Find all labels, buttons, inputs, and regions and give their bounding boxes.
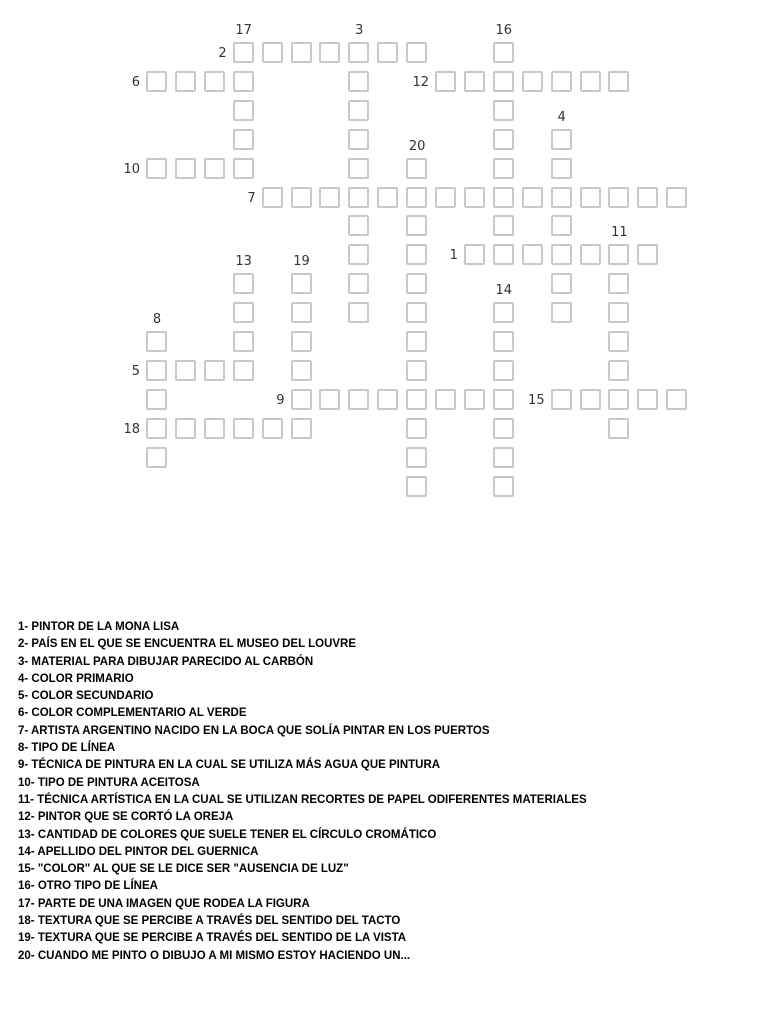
- crossword-cell[interactable]: [291, 187, 312, 208]
- crossword-cell[interactable]: [493, 244, 514, 265]
- crossword-cell[interactable]: [348, 302, 369, 323]
- crossword-cell[interactable]: [348, 42, 369, 63]
- crossword-cell[interactable]: [406, 447, 427, 468]
- crossword-cell[interactable]: [233, 331, 254, 352]
- crossword-cell[interactable]: [435, 71, 456, 92]
- clue-item: 6- COLOR COMPLEMENTARIO AL VERDE: [18, 707, 247, 720]
- crossword-cell[interactable]: [262, 42, 283, 63]
- clue-item: 3- MATERIAL PARA DIBUJAR PARECIDO AL CARBÓN: [18, 655, 314, 668]
- crossword-cell[interactable]: [146, 418, 167, 439]
- clue-item: 9- TÉCNICA DE PINTURA EN LA CUAL SE UTILIZA MÁS AGUA QUE PINTURA: [18, 759, 441, 772]
- clue-item: 10- TIPO DE PINTURA ACEITOSA: [18, 776, 200, 789]
- crossword-cell[interactable]: [608, 302, 629, 323]
- crossword-cell[interactable]: [464, 71, 485, 92]
- crossword-cell[interactable]: [493, 187, 514, 208]
- crossword-cell[interactable]: [348, 158, 369, 179]
- clue-item: 18- TEXTURA QUE SE PERCIBE A TRAVÉS DEL SENTIDO DEL TACTO: [18, 915, 401, 928]
- crossword-cell[interactable]: [291, 389, 312, 410]
- clue-item: 1- PINTOR DE LA MONA LISA: [18, 621, 180, 633]
- crossword-cell[interactable]: [406, 244, 427, 265]
- crossword-cell[interactable]: [493, 158, 514, 179]
- clue-number-5: 5: [131, 363, 140, 379]
- crossword-cell[interactable]: [204, 360, 225, 381]
- crossword-cell[interactable]: [146, 447, 167, 468]
- crossword-cell[interactable]: [608, 273, 629, 294]
- crossword-cell[interactable]: [146, 360, 167, 381]
- crossword-cell[interactable]: [551, 302, 572, 323]
- crossword-cell[interactable]: [464, 244, 485, 265]
- crossword-cell[interactable]: [319, 42, 340, 63]
- crossword-cell[interactable]: [233, 302, 254, 323]
- clue-item: 2- PAÍS EN EL QUE SE ENCUENTRA EL MUSEO DEL LOUVRE: [18, 638, 357, 651]
- crossword-cell[interactable]: [377, 389, 398, 410]
- clue-list: [18, 619, 758, 965]
- crossword-cell[interactable]: [608, 244, 629, 265]
- clue-number-19: 19: [293, 254, 310, 270]
- crossword-cell[interactable]: [406, 187, 427, 208]
- crossword-cell[interactable]: [464, 389, 485, 410]
- crossword-cell[interactable]: [233, 158, 254, 179]
- crossword-cell[interactable]: [348, 244, 369, 265]
- clue-item: 11- TÉCNICA ARTÍSTICA EN LA CUAL SE UTILIZAN RECORTES DE PAPEL ODIFERENTES MATERIALES: [18, 793, 587, 806]
- crossword-cell[interactable]: [493, 447, 514, 468]
- crossword-cell[interactable]: [493, 42, 514, 63]
- crossword-cell[interactable]: [551, 71, 572, 92]
- clue-item: 16- OTRO TIPO DE LÍNEA: [18, 880, 158, 893]
- crossword-cell[interactable]: [551, 187, 572, 208]
- crossword-cell[interactable]: [233, 418, 254, 439]
- crossword-cell[interactable]: [348, 129, 369, 150]
- crossword-cell[interactable]: [377, 42, 398, 63]
- crossword-cell[interactable]: [233, 273, 254, 294]
- crossword-cell[interactable]: [608, 331, 629, 352]
- crossword-cell[interactable]: [608, 71, 629, 92]
- crossword-cell[interactable]: [637, 187, 658, 208]
- clue-item: 4- COLOR PRIMARIO: [18, 672, 134, 685]
- crossword-cell[interactable]: [175, 158, 196, 179]
- clue-item: 8- TIPO DE LÍNEA: [18, 742, 116, 755]
- crossword-cell[interactable]: [580, 71, 601, 92]
- crossword-cell[interactable]: [348, 215, 369, 236]
- clue-number-9: 9: [276, 392, 285, 408]
- crossword-cell[interactable]: [262, 418, 283, 439]
- crossword-cell[interactable]: [406, 42, 427, 63]
- crossword-cell[interactable]: [522, 244, 543, 265]
- clue-number-15: 15: [528, 392, 545, 408]
- clue-item: 17- PARTE DE UNA IMAGEN QUE RODEA LA FIGURA: [18, 897, 310, 910]
- crossword-cell[interactable]: [493, 476, 514, 497]
- crossword-cell[interactable]: [666, 187, 687, 208]
- clue-number-10: 10: [123, 161, 140, 177]
- crossword-cell[interactable]: [406, 158, 427, 179]
- crossword-cell[interactable]: [348, 71, 369, 92]
- crossword-cell[interactable]: [637, 244, 658, 265]
- crossword-cell[interactable]: [551, 215, 572, 236]
- crossword-cell[interactable]: [204, 158, 225, 179]
- crossword-cell[interactable]: [608, 360, 629, 381]
- crossword-cell[interactable]: [493, 100, 514, 121]
- crossword-cell[interactable]: [493, 302, 514, 323]
- crossword-cell[interactable]: [493, 71, 514, 92]
- crossword-cell[interactable]: [406, 389, 427, 410]
- clue-number-1: 1: [449, 248, 458, 264]
- crossword-cell[interactable]: [493, 215, 514, 236]
- crossword-cell[interactable]: [406, 360, 427, 381]
- clue-item: 12- PINTOR QUE SE CORTÓ LA OREJA: [18, 811, 234, 824]
- crossword-cell[interactable]: [406, 476, 427, 497]
- crossword-cell[interactable]: [551, 158, 572, 179]
- crossword-cell[interactable]: [291, 273, 312, 294]
- crossword-cell[interactable]: [406, 273, 427, 294]
- clue-item: 19- TEXTURA QUE SE PERCIBE A TRAVÉS DEL SENTIDO DE LA VISTA: [18, 932, 407, 945]
- crossword-cell[interactable]: [146, 158, 167, 179]
- clue-number-3: 3: [355, 23, 364, 38]
- crossword-cell[interactable]: [435, 389, 456, 410]
- crossword-cell[interactable]: [551, 244, 572, 265]
- crossword-cell[interactable]: [666, 389, 687, 410]
- crossword-cell[interactable]: [580, 244, 601, 265]
- crossword-cell[interactable]: [146, 389, 167, 410]
- clue-item: 5- COLOR SECUNDARIO: [18, 690, 154, 703]
- crossword-cell[interactable]: [175, 418, 196, 439]
- crossword-cell[interactable]: [233, 100, 254, 121]
- crossword-cell[interactable]: [464, 187, 485, 208]
- crossword-cell[interactable]: [551, 129, 572, 150]
- crossword-cell[interactable]: [608, 418, 629, 439]
- crossword-cell[interactable]: [348, 187, 369, 208]
- clue-number-16: 16: [495, 23, 513, 38]
- crossword-cell[interactable]: [551, 389, 572, 410]
- crossword-cell[interactable]: [493, 389, 514, 410]
- clue-number-12: 12: [412, 74, 429, 90]
- clue-number-18: 18: [123, 421, 140, 437]
- crossword-cell[interactable]: [493, 418, 514, 439]
- crossword-cell[interactable]: [348, 100, 369, 121]
- clue-number-20: 20: [408, 138, 426, 154]
- crossword-cell[interactable]: [175, 71, 196, 92]
- clue-item: 14- APELLIDO DEL PINTOR DEL GUERNICA: [18, 845, 259, 858]
- crossword-cell[interactable]: [291, 418, 312, 439]
- crossword-cell[interactable]: [233, 71, 254, 92]
- clue-item: 7- ARTISTA ARGENTINO NACIDO EN LA BOCA QUE SOLÍA PINTAR EN LOS PUERTOS: [18, 724, 490, 737]
- crossword-cell[interactable]: [608, 389, 629, 410]
- clue-number-11: 11: [611, 225, 628, 241]
- crossword-cell[interactable]: [233, 129, 254, 150]
- crossword-cell[interactable]: [551, 273, 572, 294]
- crossword-cell[interactable]: [637, 389, 658, 410]
- crossword-cell[interactable]: [435, 187, 456, 208]
- crossword-cell[interactable]: [262, 187, 283, 208]
- crossword-cell[interactable]: [493, 360, 514, 381]
- crossword-cell[interactable]: [406, 215, 427, 236]
- clue-item: 13- CANTIDAD DE COLORES QUE SUELE TENER EL CÍRCULO CROMÁTICO: [18, 828, 437, 841]
- clue-item: 20- CUANDO ME PINTO O DIBUJO A MI MISMO ESTOY HACIENDO UN...: [18, 949, 411, 962]
- clue-number-13: 13: [235, 254, 252, 270]
- clue-number-17: 17: [235, 23, 252, 38]
- crossword-cell[interactable]: [291, 302, 312, 323]
- crossword-cell[interactable]: [406, 302, 427, 323]
- crossword-cell[interactable]: [406, 418, 427, 439]
- crossword-cell[interactable]: [406, 331, 427, 352]
- crossword-cell[interactable]: [233, 360, 254, 381]
- crossword-cell[interactable]: [291, 42, 312, 63]
- crossword-cell[interactable]: [204, 418, 225, 439]
- crossword-cell[interactable]: [377, 187, 398, 208]
- crossword-cell[interactable]: [291, 331, 312, 352]
- crossword-cell[interactable]: [608, 187, 629, 208]
- clue-number-14: 14: [495, 283, 513, 299]
- clue-item: 15- "COLOR" AL QUE SE LE DICE SER "AUSENCIA DE LUZ": [18, 863, 349, 876]
- clue-number-2: 2: [218, 46, 227, 61]
- crossword-cell[interactable]: [146, 331, 167, 352]
- clue-number-6: 6: [131, 74, 140, 90]
- crossword-cell[interactable]: [493, 129, 514, 150]
- crossword-cell[interactable]: [319, 187, 340, 208]
- crossword-cell[interactable]: [291, 360, 312, 381]
- crossword-cell[interactable]: [204, 71, 225, 92]
- crossword-cell[interactable]: [580, 187, 601, 208]
- crossword-cell[interactable]: [348, 389, 369, 410]
- crossword-cell[interactable]: [493, 331, 514, 352]
- crossword-cell[interactable]: [522, 187, 543, 208]
- clue-number-7: 7: [247, 190, 256, 206]
- crossword-cell[interactable]: [175, 360, 196, 381]
- crossword-cell[interactable]: [348, 273, 369, 294]
- clue-number-8: 8: [152, 312, 162, 327]
- crossword-cell[interactable]: [146, 71, 167, 92]
- crossword-cell[interactable]: [580, 389, 601, 410]
- crossword-cell[interactable]: [233, 42, 254, 63]
- crossword-cell[interactable]: [319, 389, 340, 410]
- clue-number-4: 4: [557, 109, 566, 125]
- crossword-cell[interactable]: [522, 71, 543, 92]
